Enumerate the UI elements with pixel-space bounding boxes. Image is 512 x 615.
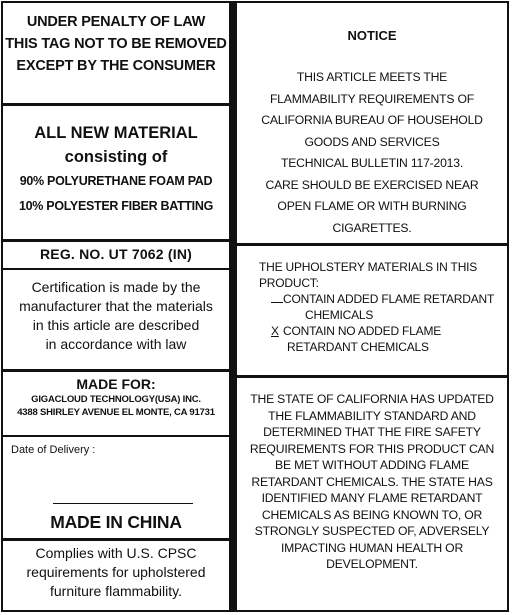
- material-item: 10% POLYESTER FIBER BATTING: [18, 199, 214, 213]
- notice-body: [237, 67, 507, 239]
- origin-text: MADE IN CHINA: [50, 512, 182, 532]
- state-notice-line: IDENTIFIED MANY FLAME RETARDANT: [261, 491, 483, 505]
- state-notice-line: RETARDANT CHEMICALS. THE STATE HAS: [251, 474, 493, 489]
- upholstery-intro-line: THE UPHOLSTERY MATERIALS IN THIS: [259, 260, 478, 274]
- cpsc-line: Complies with U.S. CPSC: [35, 545, 197, 561]
- cpsc-line: requirements for upholstered: [26, 564, 206, 580]
- option-no-added-text-cont: RETARDANT CHEMICALS: [287, 340, 429, 354]
- divider-line: [237, 375, 507, 378]
- notice-title: [237, 28, 507, 43]
- divider-line: [3, 103, 229, 106]
- material-consisting: consisting of: [64, 148, 168, 166]
- certification-statement: [3, 278, 229, 354]
- certification-line: Certification is made by the: [31, 279, 201, 295]
- delivery-date-label: Date of Delivery :: [11, 444, 96, 456]
- cpsc-compliance: [3, 544, 229, 601]
- state-notice: [237, 391, 507, 573]
- divider-line: [3, 268, 229, 270]
- notice-line: CARE SHOULD BE EXERCISED NEAR: [265, 177, 479, 192]
- option-no-added-chemicals: [259, 323, 507, 339]
- certification-line: manufacturer that the materials: [19, 298, 213, 314]
- registration-number: [3, 246, 229, 262]
- left-column: [3, 3, 229, 610]
- certification-line: in this article are described: [32, 317, 200, 333]
- made-for-company: GIGACLOUD TECHNOLOGY(USA) INC.: [31, 394, 201, 405]
- penalty-line: EXCEPT BY THE CONSUMER: [16, 58, 216, 74]
- option-added-text-cont: CHEMICALS: [305, 308, 374, 322]
- divider-line: [3, 435, 229, 437]
- made-for-label: MADE FOR:: [76, 376, 156, 392]
- certification-line: in accordance with law: [45, 336, 187, 352]
- material-item: 90% POLYURETHANE FOAM PAD: [19, 174, 213, 188]
- material-heading: ALL NEW MATERIAL: [34, 124, 198, 142]
- option-no-added-text: CONTAIN NO ADDED FLAME: [283, 324, 442, 338]
- made-for-address: 4388 SHIRLEY AVENUE EL MONTE, CA 91731: [17, 407, 215, 418]
- option-added-chemicals: [259, 291, 507, 307]
- state-notice-line: CHEMICALS AS BEING KNOWN TO, OR: [261, 507, 483, 522]
- notice-line: CIGARETTES.: [332, 220, 412, 235]
- law-tag: [1, 1, 509, 612]
- option-no-added-mark: X: [271, 324, 279, 338]
- divider-line: [237, 243, 507, 246]
- option-added-checkbox-blank: [271, 292, 283, 303]
- notice-line: TECHNICAL BULLETIN 117-2013.: [280, 156, 464, 170]
- notice-line: THIS ARTICLE MEETS THE: [296, 70, 448, 84]
- option-added-text: CONTAIN ADDED FLAME RETARDANT: [283, 292, 495, 306]
- reg-no-text: REG. NO. UT 7062 (IN): [39, 246, 192, 262]
- state-notice-line: REQUIREMENTS FOR THIS PRODUCT CAN: [249, 441, 495, 456]
- right-column: [237, 3, 507, 610]
- made-for-section: [3, 375, 229, 419]
- upholstery-declaration: [237, 259, 507, 355]
- penalty-line: THIS TAG NOT TO BE REMOVED: [5, 36, 227, 52]
- state-notice-line: THE STATE OF CALIFORNIA HAS UPDATED: [250, 392, 494, 406]
- state-notice-line: DETERMINED THAT THE FIRE SAFETY: [263, 425, 481, 439]
- delivery-date-blank-line: [53, 503, 193, 504]
- penalty-line: UNDER PENALTY OF LAW: [26, 14, 206, 30]
- divider-line: [3, 369, 229, 372]
- state-notice-line: DEVELOPMENT.: [326, 557, 418, 571]
- notice-line: CALIFORNIA BUREAU OF HOUSEHOLD: [261, 113, 483, 127]
- delivery-date: [3, 443, 229, 457]
- notice-line: GOODS AND SERVICES: [304, 134, 440, 149]
- column-divider: [229, 3, 237, 610]
- origin-section: [3, 512, 229, 533]
- upholstery-intro-line: PRODUCT:: [259, 276, 319, 290]
- notice-title-text: NOTICE: [347, 28, 397, 43]
- divider-line: [3, 538, 229, 541]
- state-notice-line: IMPACTING HUMAN HEALTH OR: [280, 540, 464, 555]
- state-notice-line: BE MET WITHOUT ADDING FLAME: [275, 458, 469, 472]
- cpsc-line: furniture flammability.: [49, 583, 182, 599]
- state-notice-line: THE FLAMMABILITY STANDARD AND: [268, 408, 476, 423]
- penalty-warning: [3, 11, 229, 101]
- divider-line: [3, 239, 229, 242]
- notice-line: FLAMMABILITY REQUIREMENTS OF: [269, 91, 475, 106]
- notice-line: OPEN FLAME OR WITH BURNING: [277, 199, 467, 213]
- state-notice-line: STRONGLY SUSPECTED OF, ADVERSELY: [254, 524, 490, 538]
- material-section: [3, 121, 229, 231]
